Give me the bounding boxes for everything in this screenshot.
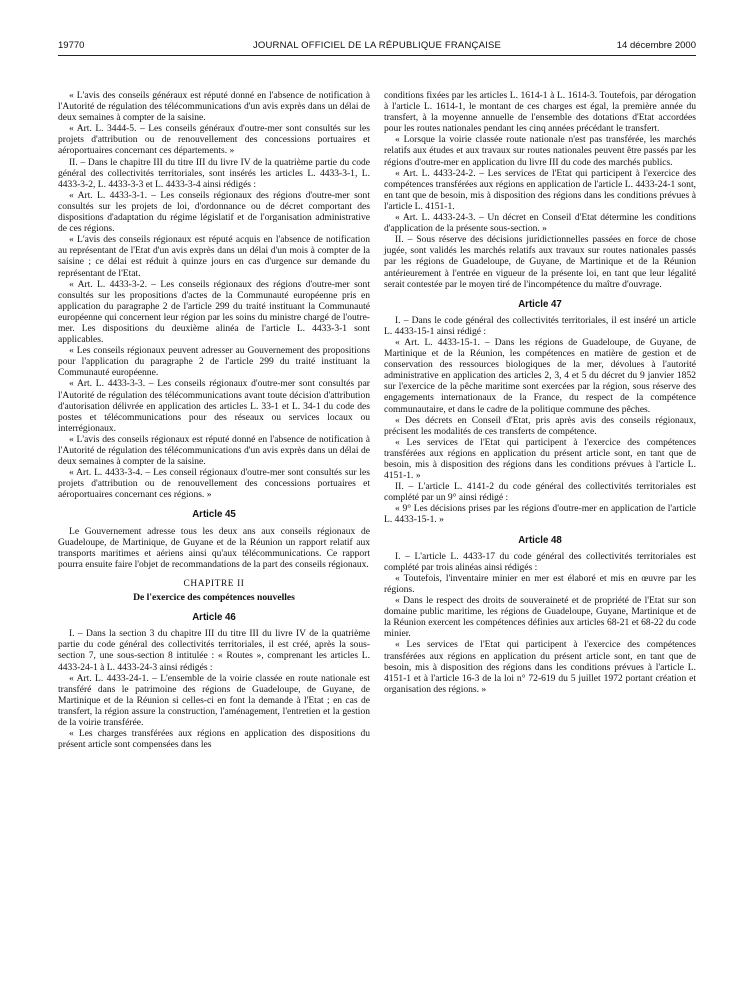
paragraph: « Les services de l'Etat qui participent à l'exercice des compétences transférées aux régions en application du présent article sont, en tant que de besoin, mis à disposition des régions dans les conditions prévues à l'article L. 4151-1 et à l'article 16-3 de la loi n° 72-619 du 5 juillet 1972 portant création et organisation des régions. » [384,639,696,695]
paragraph: « 9° Les décisions prises par les régions d'outre-mer en application de l'article L. 4433-15-1. » [384,503,696,526]
paragraph: « Art. L. 4433-15-1. – Dans les régions de Guadeloupe, de Guyane, de Martinique et de la Réunion, les compétences en matière de gestion et de conservation des ressources biologiques de la mer, dévolues à l'autorité administrative en application des articles 2, 3, 4 et 5 du décret du 9 janvier 1852 sur l'exercice de la pêche maritime sont exercées par la région, sous réserve des engagements internationaux de la France, du respect de la compétence communautaire, et dans le cadre de la politique commune des pêches. [384,336,696,415]
paragraph: « Des décrets en Conseil d'Etat, pris après avis des conseils régionaux, précisent les modalités de ces transferts de compétence. [384,414,696,437]
paragraph: I. – Dans le code général des collectivités territoriales, il est inséré un article L. 4433-15-1 ainsi rédigé : [384,314,696,337]
paragraph: II. – Dans le chapitre III du titre III du livre IV de la quatrième partie du code général des collectivités territoriales, sont insérés les articles L. 4433-3-1, L. 4433-3-2, L. 4433-3-3 et L. 4433-3-4 ainsi rédigés : [58,156,370,190]
chapter-heading: CHAPITRE II [183,578,245,589]
paragraph: « Les charges transférées aux régions en application des dispositions du présent article sont compensées dans les [58,728,370,751]
article-heading: Article 46 [192,612,236,624]
page-number: 19770 [58,40,85,51]
article-heading: Article 48 [518,534,562,546]
page-header [58,40,696,54]
paragraph: I. – Dans la section 3 du chapitre III du titre III du livre IV de la quatrième partie du code général des collectivités territoriales, il est créé, après la sous-section 7, une sous-section 8 intitulée : « Routes », comprenant les articles L. 4433-24-1 à L. 4433-24-3 ainsi rédigés : [58,628,370,673]
paragraph: Le Gouvernement adresse tous les deux ans aux conseils régionaux de Guadeloupe, de Martinique, de Guyane et de la Réunion un rapport relatif aux transports maritimes et aériens ainsi qu'aux télécommunications. Ce rapport pourra ensuite faire l'objet de recommandations de la part des conseils régionaux. [58,525,370,570]
paragraph: « Les conseils régionaux peuvent adresser au Gouvernement des propositions pour l'application du paragraphe 2 de l'article 299 du traité instituant la Communauté européenne. [58,345,370,379]
paragraph: « Art. L. 4433-3-1. – Les conseils régionaux des régions d'outre-mer sont consultés sur les projets de loi, d'ordonnance ou de décret comportant des dispositions d'adaptation du régime législatif et de l'organisation administrative de ces régions. [58,189,370,235]
header-rule [58,55,696,56]
left-column [58,90,370,750]
paragraph: II. – L'article L. 4141-2 du code général des collectivités territoriales est complété par un 9° ainsi rédigé : [384,481,696,504]
paragraph: conditions fixées par les articles L. 1614-1 à L. 1614-3. Toutefois, par dérogation à l'article L. 1614-1, le montant de ces charges est égal, la première année du transfert, à la moyenne annuelle de l'ensemble des dotations d'Etat accordées pour les routes nationales pendant les cinq années précédant le transfert. [384,90,696,135]
paragraph: « Art. L. 3444-5. – Les conseils généraux d'outre-mer sont consultés sur les projets d'attribution ou de renouvellement des concessions portuaires et aéroportuaires concernant ces départements. » [58,123,370,157]
paragraph: « Art. L. 4433-24-3. – Un décret en Conseil d'Etat détermine les conditions d'application de la présente sous-section. » [384,212,696,235]
article-heading: Article 45 [192,509,236,521]
paragraph: « Art. L. 4433-3-2. – Les conseils régionaux des régions d'outre-mer sont consultés sur les propositions d'actes de la Communauté européenne pris en application du paragraphe 2 de l'article 299 du traité instituant la Communauté européenne qui concernent leur région par les soins du ministre chargé de l'outre-mer. Les dispositions du deuxième alinéa de l'article L. 4433-3-1 sont applicables. [58,278,370,346]
issue-date: 14 décembre 2000 [616,40,696,51]
chapter-title: De l'exercice des compétences nouvelles [133,592,295,604]
paragraph: « Toutefois, l'inventaire minier en mer est élaboré et mis en œuvre par les régions. [384,572,696,595]
right-column [384,90,696,695]
journal-title: JOURNAL OFFICIEL DE LA RÉPUBLIQUE FRANÇAISE [252,40,502,51]
paragraph: II. – Sous réserve des décisions juridictionnelles passées en force de chose jugée, sont validés les marchés relatifs aux travaux sur routes nationales passés par les régions de Guadeloupe, de Guyane, de Martinique et de la Réunion antérieurement à l'entrée en vigueur de la présente loi, en tant que leur légalité serait contestée par le moyen tiré de l'incompétence du maître d'ouvrage. [384,234,696,290]
paragraph: « L'avis des conseils régionaux est réputé acquis en l'absence de notification au représentant de l'Etat d'un avis exprès dans un délai d'un mois à compter de la saisine ; ce délai est réduit à quinze jours en cas d'urgence sur demande du représentant de l'Etat. [58,234,370,279]
paragraph: « Art. L. 4433-3-3. – Les conseils régionaux d'outre-mer sont consultés par l'Autorité de régulation des télécommunications avant toute décision d'attribution d'autorisation délivrée en application des articles L. 33-1 et L. 34-1 du code des postes et télécommunications pour des réseaux ou services locaux ou interrégionaux. [58,378,370,434]
paragraph: « Lorsque la voirie classée route nationale n'est pas transférée, les marchés relatifs aux études et aux travaux sur routes nationales peuvent être passés par les régions d'outre-mer en application du livre III du code des marchés publics. [384,134,696,168]
paragraph: « L'avis des conseils généraux est réputé donné en l'absence de notification à l'Autorité de régulation des télécommunications d'un avis exprès dans un délai de deux semaines à compter de la saisine. [58,90,370,124]
paragraph: I. – L'article L. 4433-17 du code général des collectivités territoriales est complété par trois alinéas ainsi rédigés : [384,550,696,573]
paragraph: « L'avis des conseils régionaux est réputé donné en l'absence de notification à l'Autorité de régulation des télécommunications d'un avis exprès dans un délai de deux semaines à compter de la saisine. [58,433,370,468]
paragraph: « Les services de l'Etat qui participent à l'exercice des compétences transférées aux régions en application du présent article sont, en tant que de besoin, mis à disposition des régions dans les conditions prévues à l'article L. 4151-1. » [384,436,696,482]
article-heading: Article 47 [518,298,562,310]
paragraph: « Art. L. 4433-24-1. – L'ensemble de la voirie classée en route nationale est transféré dans le patrimoine des régions de Guadeloupe, de Guyane, de Martinique et de la Réunion si celles-ci en font la demande à l'Etat ; en cas de transfert, la région assure la construction, l'aménagement, l'entretien et la gestion de la voirie transférée. [58,672,370,728]
paragraph: « Art. L. 4433-24-2. – Les services de l'Etat qui participent à l'exercice des compétences transférées aux régions en application de l'article L. 4433-24-1 sont, en tant que de besoin, mis à disposition des régions dans les conditions prévues à l'article L. 4151-1. [384,167,696,212]
paragraph: « Art. L. 4433-3-4. – Les conseil régionaux d'outre-mer sont consultés sur les projets d'attribution ou de renouvellement des concessions portuaires et aéroportuaires concernant ces régions. » [58,467,370,501]
paragraph: « Dans le respect des droits de souveraineté et de propriété de l'Etat sur son domaine public maritime, les régions de Guadeloupe, Guyane, Martinique et de la Réunion exercent les compétences définies aux articles 68-21 et 68-22 du code minier. [384,595,696,640]
